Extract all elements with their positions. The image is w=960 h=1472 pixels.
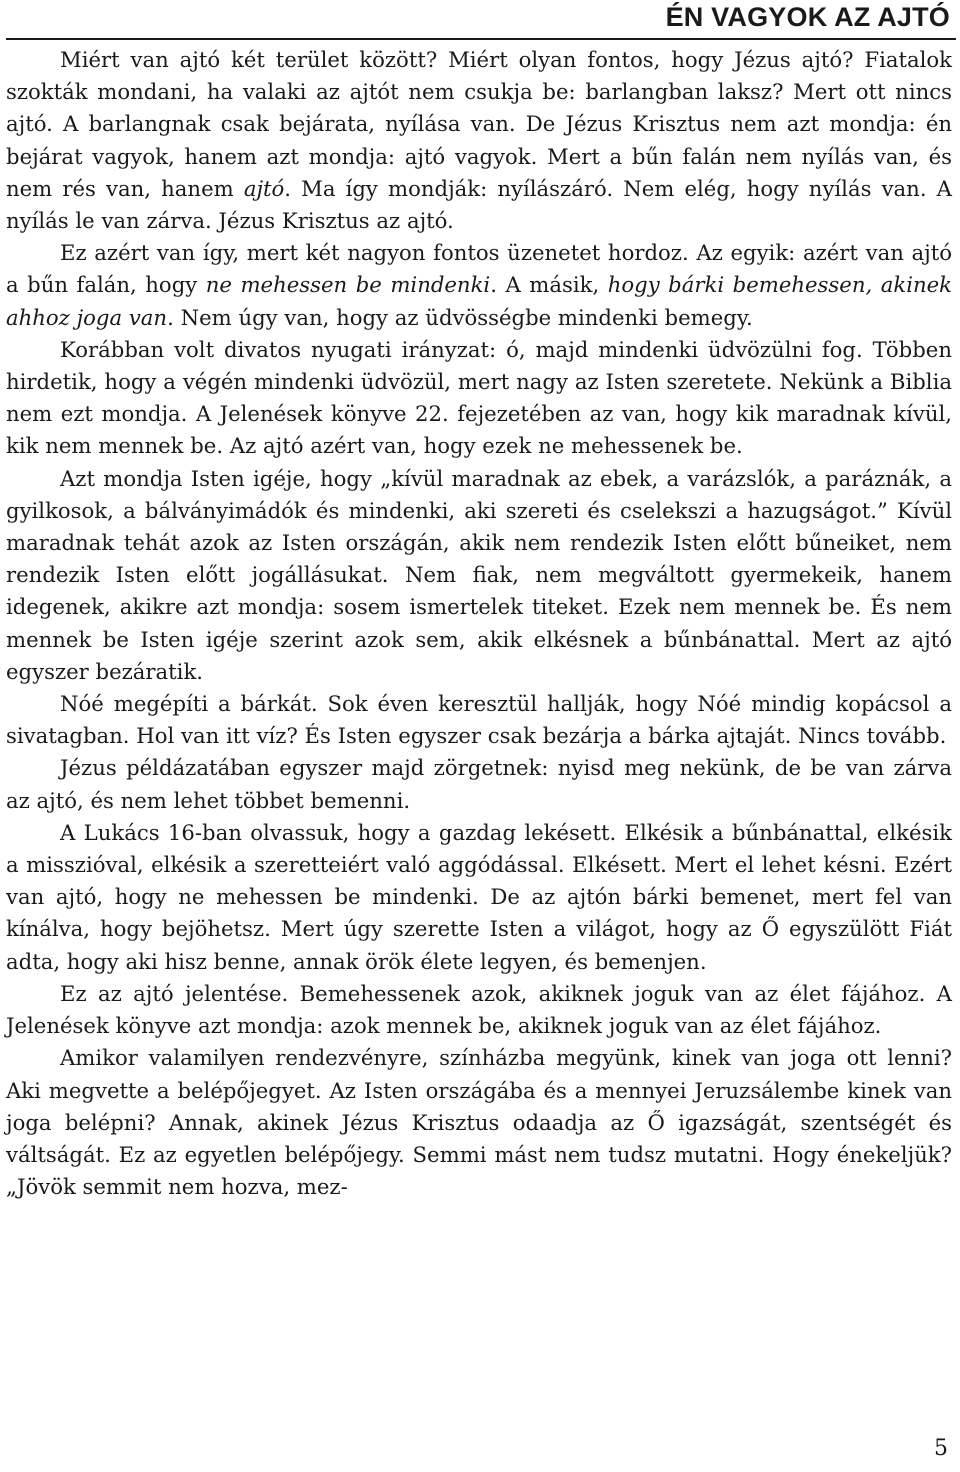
chapter-title: ÉN VAGYOK AZ AJTÓ xyxy=(665,2,950,32)
running-header xyxy=(6,0,956,40)
paragraph-text: A Lukács 16-ban olvassuk, hogy a gazdag lekésett. Elkésik a bűnbánattal, elkésik a misszióval, elkésik a szeretteiért való aggódással. Elkésett. Mert el lehet késni. Ezért van ajtó, hogy ne mehessen be mindenki. De az ajtón bárki bemenet, mert fel van kínálva, hogy bejöhetsz. Mert úgy szerette Isten a világot, hogy az Ő egyszülött Fiát adta, hogy aki hisz benne, annak örök élete legyen, és bemenjen. xyxy=(6,819,952,974)
paragraph-p3 xyxy=(6,334,952,463)
paragraph-text: Ez azért van így, mert két nagyon fontos üzenetet hordoz. Az egyik: azért van ajtó a bűn falán, hogy xyxy=(6,240,952,298)
paragraph-text: . A másik, xyxy=(490,272,608,298)
body-text xyxy=(6,44,952,1203)
paragraph-text: Jézus példázatában egyszer majd zörgetnek: nyisd meg nekünk, de be van zárva az ajtó, és nem lehet többet bemenni. xyxy=(6,755,952,813)
paragraph-p9 xyxy=(6,1042,952,1203)
emphasis-text: hogy bárki bemehessen, akinek ahhoz joga van xyxy=(6,272,952,330)
paragraph-p5 xyxy=(6,688,952,752)
paragraph-p2 xyxy=(6,237,952,334)
paragraph-text: . Nem úgy van, hogy az üdvösségbe mindenki bemegy. xyxy=(167,304,753,330)
paragraph-text: Korábban volt divatos nyugati irányzat: ó, majd mindenki üdvözülni fog. Többen hirdetik, hogy a végén mindenki üdvözül, mert nagy az Isten szeretete. Nekünk a Biblia nem ezt mondja. A Jelenések könyve 22. fejezetében az van, hogy kik maradnak kívül, kik nem mennek be. Az ajtó azért van, hogy ezek ne mehessenek be. xyxy=(6,336,952,459)
paragraph-p6 xyxy=(6,752,952,816)
page-number: 5 xyxy=(934,1436,948,1461)
emphasis-text: ne mehessen be mindenki xyxy=(205,272,491,298)
paragraph-text: Ez az ajtó jelentése. Bemehessenek azok, akiknek joguk van az élet fájához. A Jelenések könyve azt mondja: azok mennek be, akiknek joguk van az élet fájához. xyxy=(6,980,952,1039)
paragraph-text: Amikor valamilyen rendezvényre, színházba megyünk, kinek van joga ott lenni? Aki megvette a belépőjegyet. Az Isten országába és a mennyei Jeruzsálembe kinek van joga belépni? Annak, akinek Jézus Krisztus odaadja az Ő igazságát, szentségét és váltságát. Ez az egyetlen belépőjegy. Semmi mást nem tudsz mutatni. Hogy énekeljük? „Jövök semmit nem hozva, mez- xyxy=(6,1045,952,1200)
paragraph-p4 xyxy=(6,463,952,688)
paragraph-text: Azt mondja Isten igéje, hogy „kívül maradnak az ebek, a varázslók, a paráznák, a gyilkosok, a bálványimádók és mindenki, aki szereti és cselekszi a hazugságot.” Kívül maradnak tehát azok az Isten országán, akik nem rendezik Isten előtt bűneiket, nem rendezik Isten előtt jogállásukat. Nem fiak, nem megváltott gyermekeik, hanem idegenek, akikre azt mondja: sosem ismertelek titeket. Ezek nem mennek be. És nem mennek be Isten igéje szerint azok sem, akik elkésnek a bűnbánattal. Mert az ajtó egyszer bezáratik. xyxy=(6,465,952,684)
paragraph-p7 xyxy=(6,817,952,978)
paragraph-p8 xyxy=(6,978,952,1042)
emphasis-text: ajtó xyxy=(243,175,285,201)
paragraph-text: Nóé megépíti a bárkát. Sok éven keresztül hallják, hogy Nóé mindig kopácsol a sivatagban. Hol van itt víz? És Isten egyszer csak bezárja a bárka ajtaját. Nincs tovább. xyxy=(6,691,952,749)
paragraph-text: . Ma így mondják: nyílászáró. Nem elég, hogy nyílás van. A nyílás le van zárva. Jézus Krisztus az ajtó. xyxy=(6,175,952,234)
paragraph-p1 xyxy=(6,44,952,237)
paragraph-text: Miért van ajtó két terület között? Miért olyan fontos, hogy Jézus ajtó? Fiatalok szokták mondani, ha valaki az ajtót nem csukja be: barlangban laksz? Mert ott nincs ajtó. A barlangnak csak bejárata, nyílása van. De Jézus Krisztus nem azt mondja: én bejárat vagyok, hanem azt mondja: ajtó vagyok. Mert a bűn falán nem nyílás van, és nem rés van, hanem xyxy=(6,47,952,201)
